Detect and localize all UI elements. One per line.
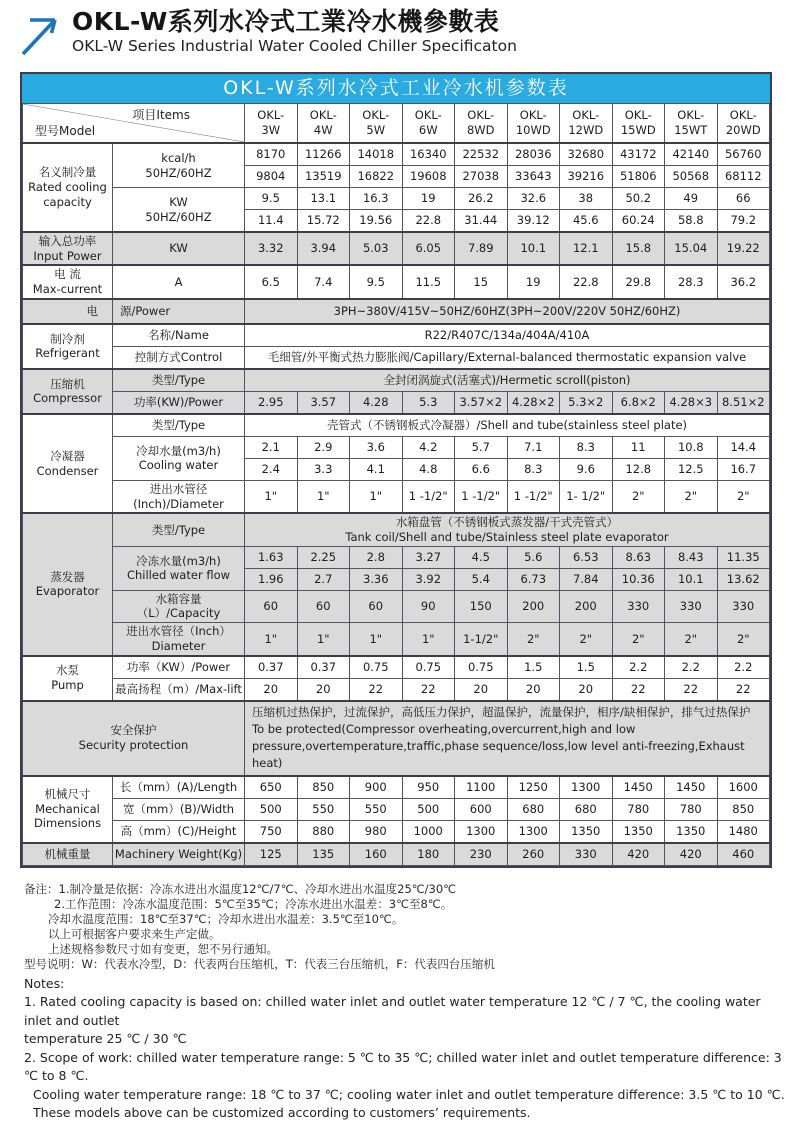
table-cell: 22532 xyxy=(455,143,508,166)
table-cell: KW xyxy=(113,232,245,265)
table-cell: 45.6 xyxy=(560,210,613,233)
table-cell: 330 xyxy=(717,590,770,622)
table-cell: 2.9 xyxy=(297,436,350,458)
table-cell: 180 xyxy=(402,843,455,866)
table-cell: 1-1/2" xyxy=(455,623,508,656)
table-cell: 980 xyxy=(350,820,403,843)
table-cell: 4.28 xyxy=(350,391,403,414)
table-cell: 类型/Type xyxy=(113,369,245,392)
table-cell: 1450 xyxy=(665,776,718,799)
spec-table-grid xyxy=(22,103,770,866)
table-cell: 12.1 xyxy=(560,232,613,265)
table-cell: 0.75 xyxy=(402,656,455,679)
group-label-cell: 输入总功率 Input Power xyxy=(23,232,113,265)
corner-model-label: 型号Model xyxy=(35,123,96,138)
table-cell: 全封闭涡旋式(活塞式)/Hermetic scroll(piston) xyxy=(245,369,770,392)
table-cell: 1" xyxy=(245,480,298,513)
model-header-row xyxy=(23,104,770,144)
table-cell: 高（mm）(C)/Height xyxy=(113,820,245,843)
table-cell: 2.25 xyxy=(297,546,350,568)
table-cell: 4.28×2 xyxy=(507,391,560,414)
table-cell: 功率(KW)/Power xyxy=(113,391,245,414)
table-cell: 水箱容量（L）/Capacity xyxy=(113,590,245,622)
group-label-cell: 压缩机 Compressor xyxy=(23,369,113,414)
table-cell: Machinery Weight(Kg) xyxy=(113,843,245,866)
table-cell: 19.22 xyxy=(717,232,770,265)
table-cell: 3.57 xyxy=(297,391,350,414)
table-cell: 3.32 xyxy=(245,232,298,265)
note-line-zh: 备注：1.制冷量是依据：冷冻水进出水温度12℃/7℃、冷却水进出水温度25℃/30℃ xyxy=(24,881,457,896)
arrow-up-right-logo-icon xyxy=(14,10,66,64)
table-cell: 1 -1/2" xyxy=(455,480,508,513)
table-cell: 11.5 xyxy=(402,265,455,298)
table-cell: 2" xyxy=(717,480,770,513)
table-cell: 壳管式（不锈钢板式冷凝器）/Shell and tube(stainless steel plate) xyxy=(245,414,770,437)
table-cell: 15.8 xyxy=(612,232,665,265)
table-cell: 600 xyxy=(455,798,508,820)
table-cell: 1350 xyxy=(612,820,665,843)
note-line-zh: 以上可根据客户要求来生产定做。 xyxy=(48,926,221,941)
table-cell: 60 xyxy=(350,590,403,622)
table-cell: 10.36 xyxy=(612,568,665,590)
table-cell: 10.1 xyxy=(665,568,718,590)
table-cell: R22/R407C/134a/404A/410A xyxy=(245,324,770,347)
group-label-cell: 电 流 Max-current xyxy=(23,265,113,298)
table-cell: 类型/Type xyxy=(113,414,245,437)
table-cell: 42140 xyxy=(665,143,718,166)
table-cell: 26.2 xyxy=(455,188,508,210)
table-cell: 2" xyxy=(665,623,718,656)
table-cell: 2.95 xyxy=(245,391,298,414)
table-cell: 460 xyxy=(717,843,770,866)
table-cell: 7.1 xyxy=(507,436,560,458)
table-cell: 1600 xyxy=(717,776,770,799)
table-cell: 39216 xyxy=(560,166,613,188)
table-cell: 1450 xyxy=(612,776,665,799)
table-cell: 6.8×2 xyxy=(612,391,665,414)
spec-table xyxy=(20,72,772,868)
table-cell: 230 xyxy=(455,843,508,866)
table-cell: 1480 xyxy=(717,820,770,843)
table-cell: 6.53 xyxy=(560,546,613,568)
table-cell: 22 xyxy=(350,678,403,701)
group-label-cell: 制冷剂 Refrigerant xyxy=(23,324,113,369)
group-label-cell: 冷凝器 Condenser xyxy=(23,414,113,513)
table-cell: 500 xyxy=(402,798,455,820)
table-cell: 31.44 xyxy=(455,210,508,233)
table-cell: 类型/Type xyxy=(113,513,245,546)
group-label-cell: 机械重量 xyxy=(23,843,113,866)
table-cell: 8.63 xyxy=(612,546,665,568)
table-cell: 650 xyxy=(245,776,298,799)
table-cell: 1350 xyxy=(665,820,718,843)
table-cell: 2.1 xyxy=(245,436,298,458)
table-cell: 39.12 xyxy=(507,210,560,233)
note-line-en: 2. Scope of work: chilled water temperature range: 5 ℃ to 35 ℃; chilled water inlet and outlet temperature difference: 3 ℃ to 8 ℃. xyxy=(24,1049,782,1084)
model-header-cell: OKL- 20WD xyxy=(717,104,770,144)
page-title-zh: OKL-W系列水冷式工業冷水機參數表 xyxy=(72,7,500,36)
table-cell: 160 xyxy=(350,843,403,866)
table-cell: 850 xyxy=(297,776,350,799)
table-cell: 11266 xyxy=(297,143,350,166)
table-cell: 9.5 xyxy=(245,188,298,210)
table-cell: 宽（mm）(B)/Width xyxy=(113,798,245,820)
table-cell: 2.7 xyxy=(297,568,350,590)
table-cell: 330 xyxy=(612,590,665,622)
table-cell: 3.92 xyxy=(402,568,455,590)
table-cell: 4.5 xyxy=(455,546,508,568)
table-cell: 330 xyxy=(665,590,718,622)
table-cell: 22 xyxy=(665,678,718,701)
table-cell: 8.3 xyxy=(507,458,560,480)
table-cell: KW 50HZ/60HZ xyxy=(113,188,245,233)
table-cell: 29.8 xyxy=(612,265,665,298)
table-cell: 79.2 xyxy=(717,210,770,233)
table-cell: 冷冻水量(m3/h) Chilled water flow xyxy=(113,546,245,590)
table-cell: 1250 xyxy=(507,776,560,799)
table-cell: 780 xyxy=(665,798,718,820)
table-cell: 28036 xyxy=(507,143,560,166)
table-cell: 66 xyxy=(717,188,770,210)
table-cell: 4.28×3 xyxy=(665,391,718,414)
model-header-cell: OKL- 6W xyxy=(402,104,455,144)
table-cell: 9804 xyxy=(245,166,298,188)
table-cell: 22 xyxy=(717,678,770,701)
table-cell: 550 xyxy=(297,798,350,820)
table-cell: 10.8 xyxy=(665,436,718,458)
notes-zh xyxy=(24,882,790,972)
note-line-zh: 型号说明：W：代表水冷型，D：代表两台压缩机，T：代表三台压缩机，F：代表四台压缩机 xyxy=(24,956,495,971)
table-cell: 1" xyxy=(350,480,403,513)
table-cell: 源/Power xyxy=(113,299,245,324)
table-cell: 最高扬程（m）/Max-lift xyxy=(113,678,245,701)
table-cell: 36.2 xyxy=(717,265,770,298)
table-cell: 750 xyxy=(245,820,298,843)
table-cell: 7.89 xyxy=(455,232,508,265)
table-cell: 3.94 xyxy=(297,232,350,265)
table-cell: 11.35 xyxy=(717,546,770,568)
table-cell: 20 xyxy=(297,678,350,701)
table-cell: 20 xyxy=(455,678,508,701)
corner-items-label: 项目Items xyxy=(132,108,190,122)
table-cell: 125 xyxy=(245,843,298,866)
table-cell: 50568 xyxy=(665,166,718,188)
model-header-cell: OKL- 5W xyxy=(350,104,403,144)
model-header-cell: OKL- 12WD xyxy=(560,104,613,144)
table-cell: 38 xyxy=(560,188,613,210)
table-cell: 4.2 xyxy=(402,436,455,458)
group-label-cell: 蒸发器 Evaporator xyxy=(23,513,113,655)
table-cell: 420 xyxy=(612,843,665,866)
table-caption: OKL-W系列水冷式工业冷水机参数表 xyxy=(22,74,770,103)
note-line-zh: 上述规格参数尺寸如有变更，恕不另行通知。 xyxy=(48,941,278,956)
table-cell: 8170 xyxy=(245,143,298,166)
table-cell: 32680 xyxy=(560,143,613,166)
table-cell: 680 xyxy=(560,798,613,820)
table-cell: 2" xyxy=(665,480,718,513)
table-cell: 14018 xyxy=(350,143,403,166)
table-cell: 1" xyxy=(297,623,350,656)
table-cell: 0.37 xyxy=(297,656,350,679)
table-cell: 1.5 xyxy=(560,656,613,679)
table-cell: 0.37 xyxy=(245,656,298,679)
model-header-cell: OKL- 8WD xyxy=(455,104,508,144)
table-cell: 1300 xyxy=(560,776,613,799)
table-cell: 2" xyxy=(612,623,665,656)
table-cell: 3.27 xyxy=(402,546,455,568)
table-cell: 330 xyxy=(560,843,613,866)
table-cell: 8.43 xyxy=(665,546,718,568)
table-cell: 9.6 xyxy=(560,458,613,480)
table-cell: 1 -1/2" xyxy=(402,480,455,513)
table-cell: 780 xyxy=(612,798,665,820)
table-cell: 8.3 xyxy=(560,436,613,458)
table-cell: 14.4 xyxy=(717,436,770,458)
table-cell: 135 xyxy=(297,843,350,866)
model-header-cell: OKL- 10WD xyxy=(507,104,560,144)
table-cell: 6.73 xyxy=(507,568,560,590)
table-cell: 200 xyxy=(560,590,613,622)
table-cell: 进出水管径（Inch） Diameter xyxy=(113,623,245,656)
table-cell: 50.2 xyxy=(612,188,665,210)
table-cell: 33643 xyxy=(507,166,560,188)
model-header-cell: OKL- 15WT xyxy=(665,104,718,144)
table-cell: 10.1 xyxy=(507,232,560,265)
table-cell: 1100 xyxy=(455,776,508,799)
table-cell: 32.6 xyxy=(507,188,560,210)
table-cell: 56760 xyxy=(717,143,770,166)
table-cell: 12.8 xyxy=(612,458,665,480)
table-cell: 880 xyxy=(297,820,350,843)
page-title-en: OKL-W Series Industrial Water Cooled Chiller Specificaton xyxy=(72,37,517,55)
table-cell: 5.6 xyxy=(507,546,560,568)
table-cell: 90 xyxy=(402,590,455,622)
table-cell: 19608 xyxy=(402,166,455,188)
table-cell: 16340 xyxy=(402,143,455,166)
table-cell: 7.84 xyxy=(560,568,613,590)
table-cell: 9.5 xyxy=(350,265,403,298)
table-cell: 15.04 xyxy=(665,232,718,265)
table-cell: 60 xyxy=(297,590,350,622)
document-header xyxy=(0,0,790,66)
table-cell: 水箱盘管（不锈钢板式蒸发器/干式壳管式） Tank coil/Shell and tube/Stainless steel plate evaporator xyxy=(245,513,770,546)
model-header-cell: OKL- 4W xyxy=(297,104,350,144)
table-cell: 680 xyxy=(507,798,560,820)
table-cell: 1.63 xyxy=(245,546,298,568)
table-cell: 2" xyxy=(612,480,665,513)
table-cell: 22.8 xyxy=(560,265,613,298)
table-cell: 1- 1/2" xyxy=(560,480,613,513)
note-line-en: These models above can be customized according to customers’ requirements. xyxy=(33,1105,531,1121)
table-cell: 49 xyxy=(665,188,718,210)
table-cell: 2" xyxy=(717,623,770,656)
table-cell: 15.72 xyxy=(297,210,350,233)
table-cell: 4.1 xyxy=(350,458,403,480)
table-cell: 19 xyxy=(507,265,560,298)
model-header-cell: OKL- 15WD xyxy=(612,104,665,144)
table-cell: 43172 xyxy=(612,143,665,166)
table-cell: 2" xyxy=(507,623,560,656)
group-label-cell: 名义制冷量 Rated cooling capacity xyxy=(23,143,113,232)
table-cell: 22 xyxy=(612,678,665,701)
table-cell: 1300 xyxy=(507,820,560,843)
table-cell: 长（mm）(A)/Length xyxy=(113,776,245,799)
table-cell: 20 xyxy=(507,678,560,701)
table-cell: 5.4 xyxy=(455,568,508,590)
table-cell: 毛细管/外平衡式热力膨胀阀/Capillary/External-balanced thermostatic expansion valve xyxy=(245,346,770,369)
table-cell: 压缩机过热保护，过流保护，高低压力保护，超温保护，流量保护，相序/缺相保护，排气过热保护 To be protected(Compressor overheating,overcurrent,high and low pressure,overtemperature,traffic,phase sequence/loss,low level anti-freezing,Exhaust heat) xyxy=(245,701,770,776)
table-cell: 1" xyxy=(350,623,403,656)
table-cell: 60 xyxy=(245,590,298,622)
table-cell: 550 xyxy=(350,798,403,820)
note-line-en: Notes: xyxy=(24,975,65,991)
table-cell: 11.4 xyxy=(245,210,298,233)
table-cell: 500 xyxy=(245,798,298,820)
table-cell: 3.36 xyxy=(350,568,403,590)
table-cell: 7.4 xyxy=(297,265,350,298)
table-cell: 冷却水量(m3/h) Cooling water xyxy=(113,436,245,480)
table-cell: 6.6 xyxy=(455,458,508,480)
table-cell: kcal/h 50HZ/60HZ xyxy=(113,143,245,188)
table-cell: 60.24 xyxy=(612,210,665,233)
table-cell: 68112 xyxy=(717,166,770,188)
table-cell: 15 xyxy=(455,265,508,298)
table-cell: 2.8 xyxy=(350,546,403,568)
table-cell: 1350 xyxy=(560,820,613,843)
table-cell: 5.3 xyxy=(402,391,455,414)
group-label-cell: 电 xyxy=(23,299,113,324)
table-cell: 20 xyxy=(245,678,298,701)
model-header-cell: OKL- 3W xyxy=(245,104,298,144)
table-cell: 19 xyxy=(402,188,455,210)
note-line-zh: 冷却水温度范围：18℃至37℃；冷却水进出水温差：3.5℃至10℃。 xyxy=(48,911,404,926)
table-cell: 16822 xyxy=(350,166,403,188)
table-cell: 5.3×2 xyxy=(560,391,613,414)
table-cell: A xyxy=(113,265,245,298)
table-cell: 3PH~380V/415V~50HZ/60HZ(3PH~200V/220V 50HZ/60HZ) xyxy=(245,299,770,324)
table-cell: 1" xyxy=(245,623,298,656)
table-cell: 2" xyxy=(560,623,613,656)
table-cell: 20 xyxy=(560,678,613,701)
table-cell: 420 xyxy=(665,843,718,866)
note-line-zh: 2.工作范围：冷冻水温度范围：5℃至35℃；冷冻水进出水温差：3℃至8℃。 xyxy=(54,896,453,911)
table-cell: 3.57×2 xyxy=(455,391,508,414)
group-label-cell: 安全保护 Security protection xyxy=(23,701,245,776)
table-cell: 22 xyxy=(402,678,455,701)
table-cell: 200 xyxy=(507,590,560,622)
note-line-en: temperature 25 ℃ / 30 ℃ xyxy=(24,1031,187,1047)
table-cell: 1.5 xyxy=(507,656,560,679)
table-cell: 2.2 xyxy=(612,656,665,679)
table-cell: 950 xyxy=(402,776,455,799)
table-cell: 28.3 xyxy=(665,265,718,298)
table-cell: 2.4 xyxy=(245,458,298,480)
model-items-corner-cell xyxy=(23,104,245,144)
group-label-cell: 水泵 Pump xyxy=(23,656,113,701)
table-cell: 16.3 xyxy=(350,188,403,210)
table-cell: 22.8 xyxy=(402,210,455,233)
table-cell: 1000 xyxy=(402,820,455,843)
table-cell: 1.96 xyxy=(245,568,298,590)
table-cell: 3.3 xyxy=(297,458,350,480)
table-cell: 12.5 xyxy=(665,458,718,480)
table-cell: 控制方式Control xyxy=(113,346,245,369)
table-cell: 6.05 xyxy=(402,232,455,265)
table-cell: 13519 xyxy=(297,166,350,188)
table-cell: 2.2 xyxy=(717,656,770,679)
table-cell: 6.5 xyxy=(245,265,298,298)
table-cell: 260 xyxy=(507,843,560,866)
table-cell: 16.7 xyxy=(717,458,770,480)
table-cell: 5.03 xyxy=(350,232,403,265)
table-cell: 850 xyxy=(717,798,770,820)
notes-en xyxy=(24,975,790,1123)
table-cell: 进出水管径 (Inch)/Diameter xyxy=(113,480,245,513)
table-cell: 13.1 xyxy=(297,188,350,210)
table-cell: 0.75 xyxy=(350,656,403,679)
table-cell: 8.51×2 xyxy=(717,391,770,414)
notes-section xyxy=(24,882,790,1123)
group-label-cell: 机械尺寸 Mechanical Dimensions xyxy=(23,776,113,843)
table-cell: 1" xyxy=(297,480,350,513)
table-cell: 11 xyxy=(612,436,665,458)
table-cell: 5.7 xyxy=(455,436,508,458)
table-cell: 4.8 xyxy=(402,458,455,480)
spec-table-body xyxy=(23,143,770,865)
table-cell: 1 -1/2" xyxy=(507,480,560,513)
table-cell: 1300 xyxy=(455,820,508,843)
table-cell: 2.2 xyxy=(665,656,718,679)
note-line-en: 1. Rated cooling capacity is based on: chilled water inlet and outlet water temperature 12 ℃ / 7 ℃, the cooling water inlet and outlet xyxy=(24,994,761,1028)
table-cell: 27038 xyxy=(455,166,508,188)
table-cell: 1" xyxy=(402,623,455,656)
table-cell: 58.8 xyxy=(665,210,718,233)
table-cell: 名称/Name xyxy=(113,324,245,347)
table-cell: 功率（KW）/Power xyxy=(113,656,245,679)
note-line-en: Cooling water temperature range: 18 ℃ to 37 ℃; cooling water inlet and outlet temperature difference: 3.5 ℃ to 10 ℃. xyxy=(33,1086,785,1102)
table-cell: 13.62 xyxy=(717,568,770,590)
table-cell: 150 xyxy=(455,590,508,622)
table-cell: 3.6 xyxy=(350,436,403,458)
table-cell: 51806 xyxy=(612,166,665,188)
table-cell: 900 xyxy=(350,776,403,799)
title-block xyxy=(72,8,517,56)
table-cell: 19.56 xyxy=(350,210,403,233)
table-cell: 0.75 xyxy=(455,656,508,679)
